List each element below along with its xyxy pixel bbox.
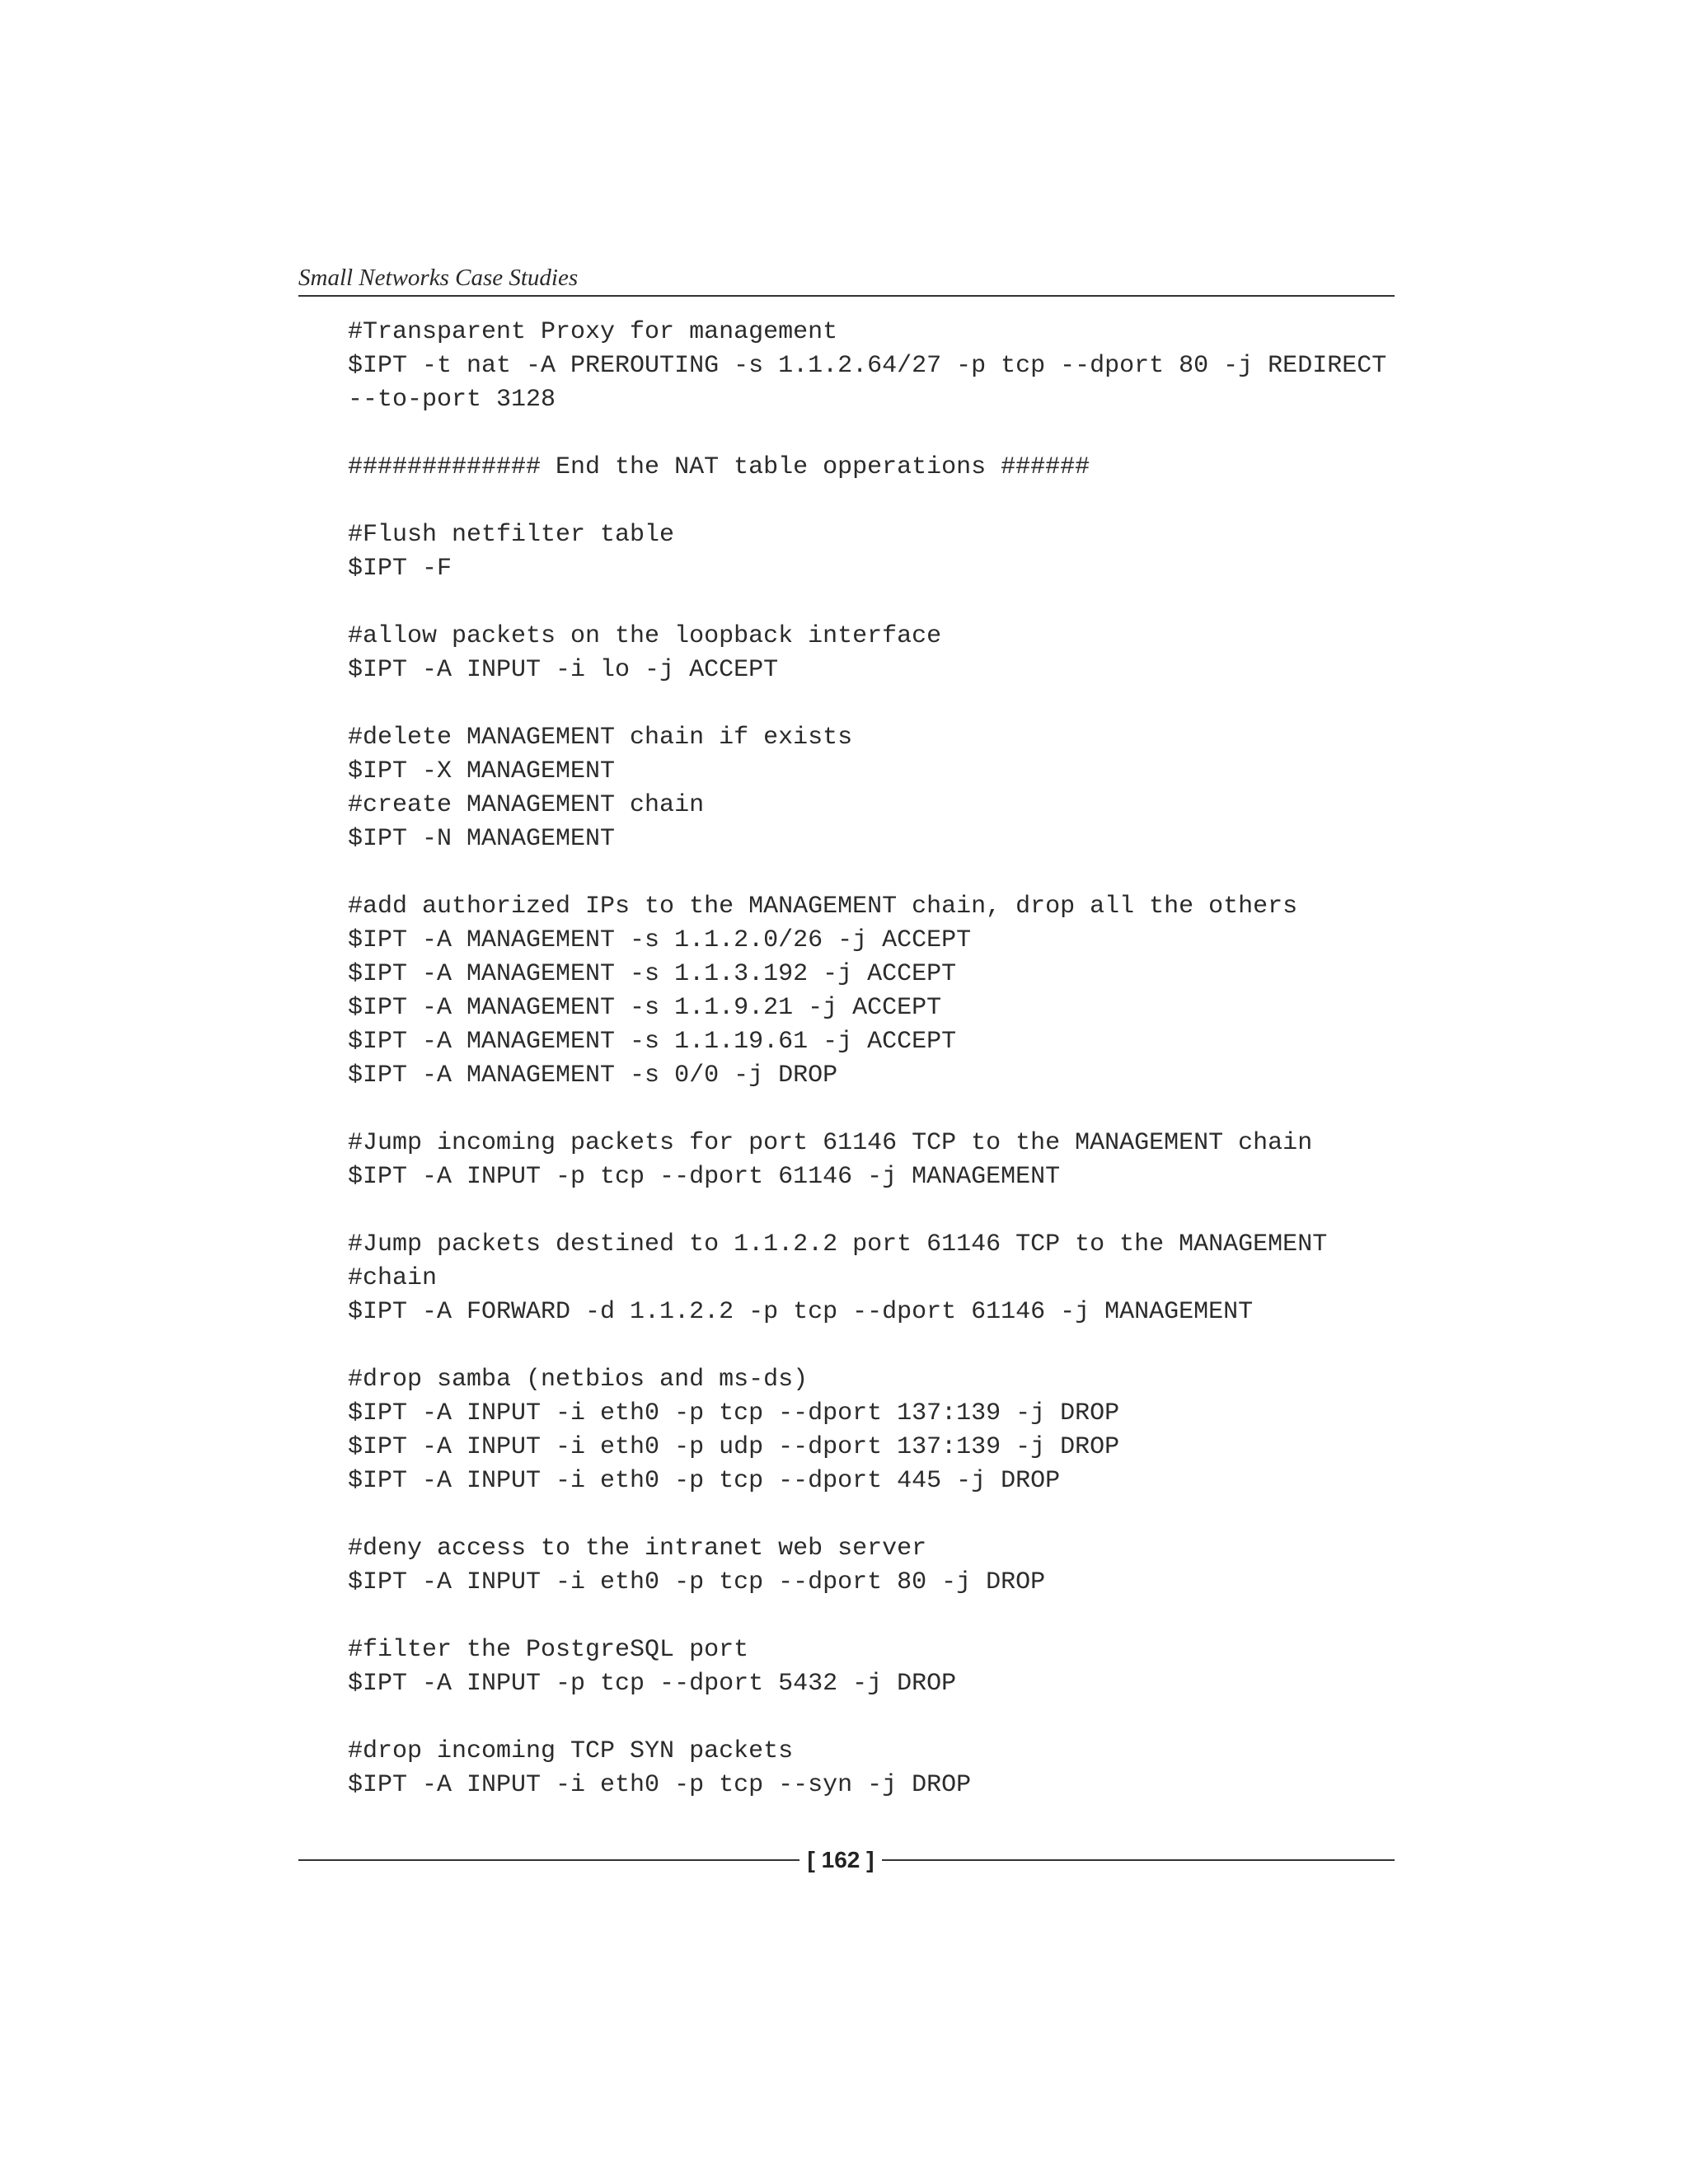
code-comment-line: #Transparent Proxy for management [348,318,838,346]
code-comment-line: #chain [348,1264,438,1292]
code-command-line: $IPT -t nat -A PREROUTING -s 1.1.2.64/27 -p tcp --dport 80 -j REDIRECT [348,352,1387,380]
footer-rule-left [298,1859,799,1861]
code-command-line: $IPT -A INPUT -p tcp --dport 5432 -j DROP [348,1670,957,1698]
code-blank-line [348,586,1403,620]
code-comment-line: #Flush netfilter table [348,521,675,549]
code-comment-line: #allow packets on the loopback interface [348,622,942,650]
code-command-line: $IPT -A MANAGEMENT -s 1.1.19.61 -j ACCEPT [348,1028,957,1056]
page-footer [298,1842,1395,1878]
code-blank-line [348,1194,1403,1228]
code-blank-line [348,1498,1403,1532]
code-command-line: $IPT -A MANAGEMENT -s 1.1.3.192 -j ACCEPT [348,960,957,988]
code-blank-line [348,485,1403,518]
code-comment-line: #Jump incoming packets for port 61146 TCP to the MANAGEMENT chain [348,1129,1313,1157]
code-command-line: $IPT -A MANAGEMENT -s 0/0 -j DROP [348,1062,838,1090]
code-comment-line: #Jump packets destined to 1.1.2.2 port 61146 TCP to the MANAGEMENT [348,1230,1328,1258]
code-command-line: $IPT -A INPUT -p tcp --dport 61146 -j MANAGEMENT [348,1163,1061,1191]
code-blank-line [348,1600,1403,1633]
running-header-title: Small Networks Case Studies [298,265,579,291]
code-command-line: $IPT -A MANAGEMENT -s 1.1.2.0/26 -j ACCEPT [348,926,972,954]
running-header [298,260,1395,297]
code-command-line: $IPT -X MANAGEMENT [348,757,616,785]
code-command-line: $IPT -N MANAGEMENT [348,825,616,853]
code-comment-line: ############# End the NAT table opperations ###### [348,453,1090,481]
code-command-line: $IPT -A FORWARD -d 1.1.2.2 -p tcp --dport 61146 -j MANAGEMENT [348,1298,1254,1326]
code-command-line: $IPT -A INPUT -i eth0 -p udp --dport 137:139 -j DROP [348,1433,1120,1461]
page-number: [ 162 ] [807,1847,874,1872]
code-blank-line [348,1701,1403,1735]
code-blank-line [348,687,1403,721]
code-command-line: $IPT -A MANAGEMENT -s 1.1.9.21 -j ACCEPT [348,994,942,1022]
code-comment-line: #drop incoming TCP SYN packets [348,1737,794,1765]
code-comment-line: #add authorized IPs to the MANAGEMENT chain, drop all the others [348,893,1298,921]
code-command-line: $IPT -F [348,555,452,583]
code-command-line: $IPT -A INPUT -i eth0 -p tcp --dport 137:139 -j DROP [348,1399,1120,1427]
code-command-line: $IPT -A INPUT -i eth0 -p tcp --syn -j DROP [348,1771,972,1799]
code-blank-line [348,1329,1403,1363]
code-comment-line: #create MANAGEMENT chain [348,791,705,819]
code-command-line: $IPT -A INPUT -i eth0 -p tcp --dport 80 -j DROP [348,1568,1046,1596]
code-comment-line: #delete MANAGEMENT chain if exists [348,724,853,752]
footer-rule-right [882,1859,1395,1861]
code-comment-line: #filter the PostgreSQL port [348,1636,749,1664]
code-command-line: $IPT -A INPUT -i eth0 -p tcp --dport 445 -j DROP [348,1467,1061,1495]
code-comment-line: #deny access to the intranet web server [348,1535,927,1563]
code-comment-line: #drop samba (netbios and ms-ds) [348,1366,809,1394]
code-blank-line [348,856,1403,890]
code-command-line: $IPT -A INPUT -i lo -j ACCEPT [348,656,779,684]
code-blank-line [348,417,1403,451]
code-blank-line [348,1093,1403,1127]
code-command-line: --to-port 3128 [348,386,556,414]
code-listing [348,316,1403,1802]
